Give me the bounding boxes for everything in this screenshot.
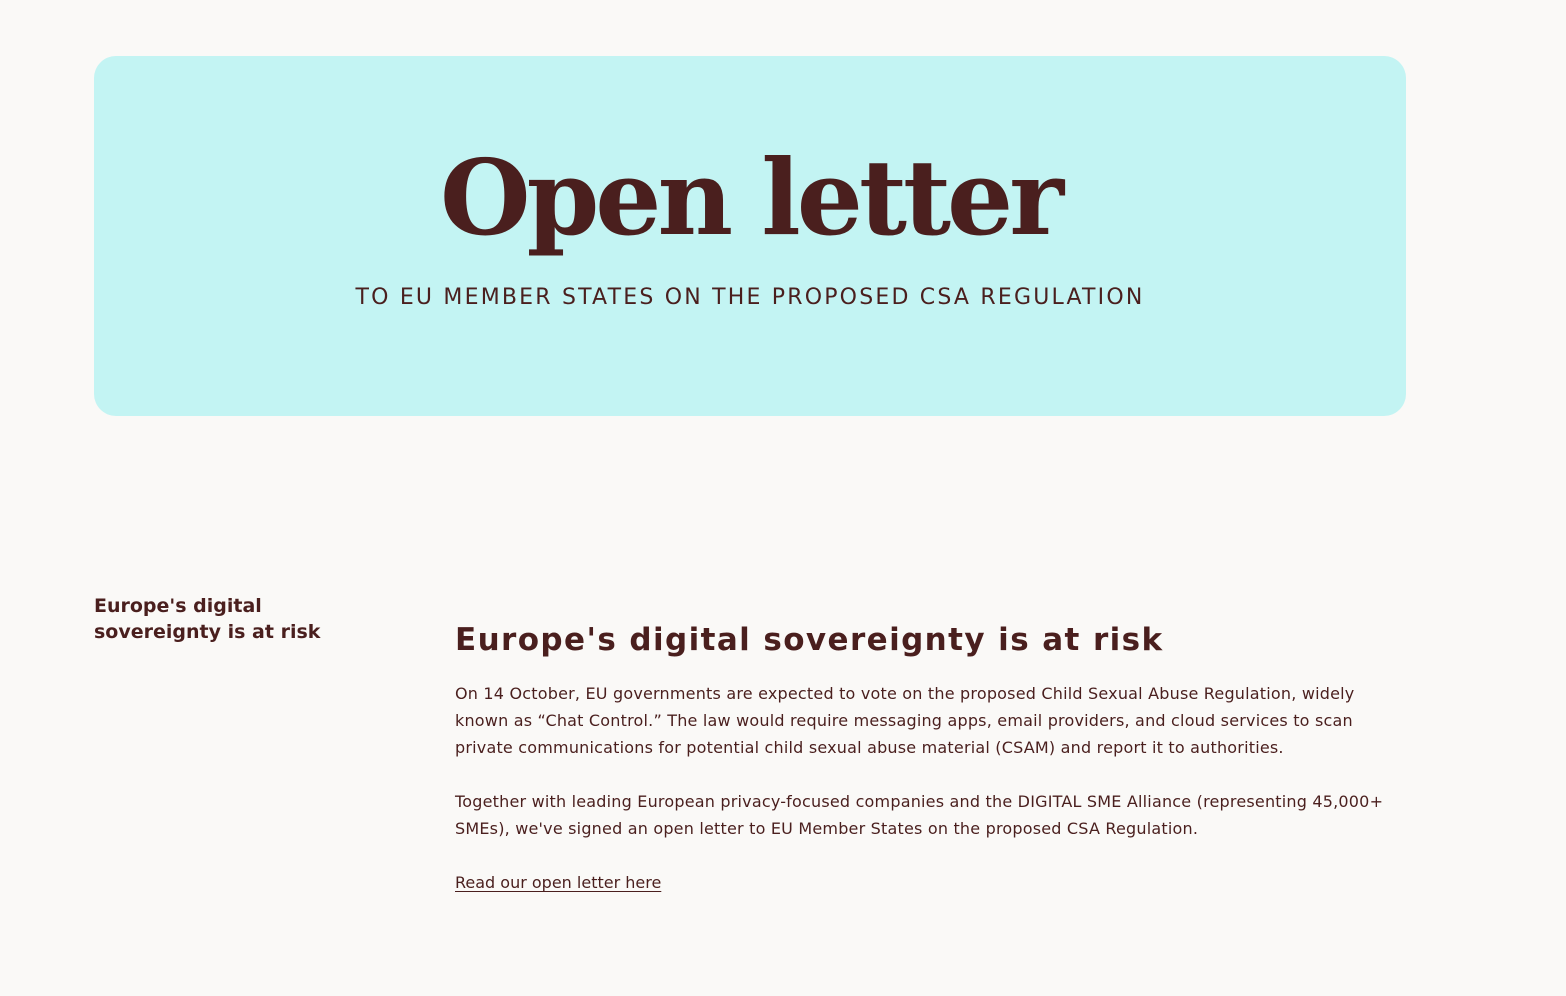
- article-paragraph: Together with leading European privacy-focused companies and the DIGITAL SME Alliance (representing 45,000+ SMEs), we've signed an open letter to EU Member States on the proposed CSA Regulation.: [455, 792, 1384, 838]
- article-title: Europe's digital sovereignty is at risk: [455, 622, 1164, 658]
- page-subtitle: TO EU MEMBER STATES ON THE PROPOSED CSA REGULATION: [355, 285, 1145, 310]
- open-letter-link[interactable]: Read our open letter here: [455, 873, 662, 892]
- section-side-heading: Europe's digital sovereignty is at risk: [94, 595, 321, 643]
- page-title: Open letter: [439, 136, 1060, 259]
- article-paragraph: On 14 October, EU governments are expected to vote on the proposed Child Sexual Abuse Regulation, widely known as “Chat Control.” The law would require messaging apps, email providers, and cloud services to scan private communications for potential child sexual abuse material (CSAM) and report it to authorities.: [455, 684, 1355, 757]
- hero-banner: [94, 56, 1406, 416]
- article: [455, 620, 1415, 896]
